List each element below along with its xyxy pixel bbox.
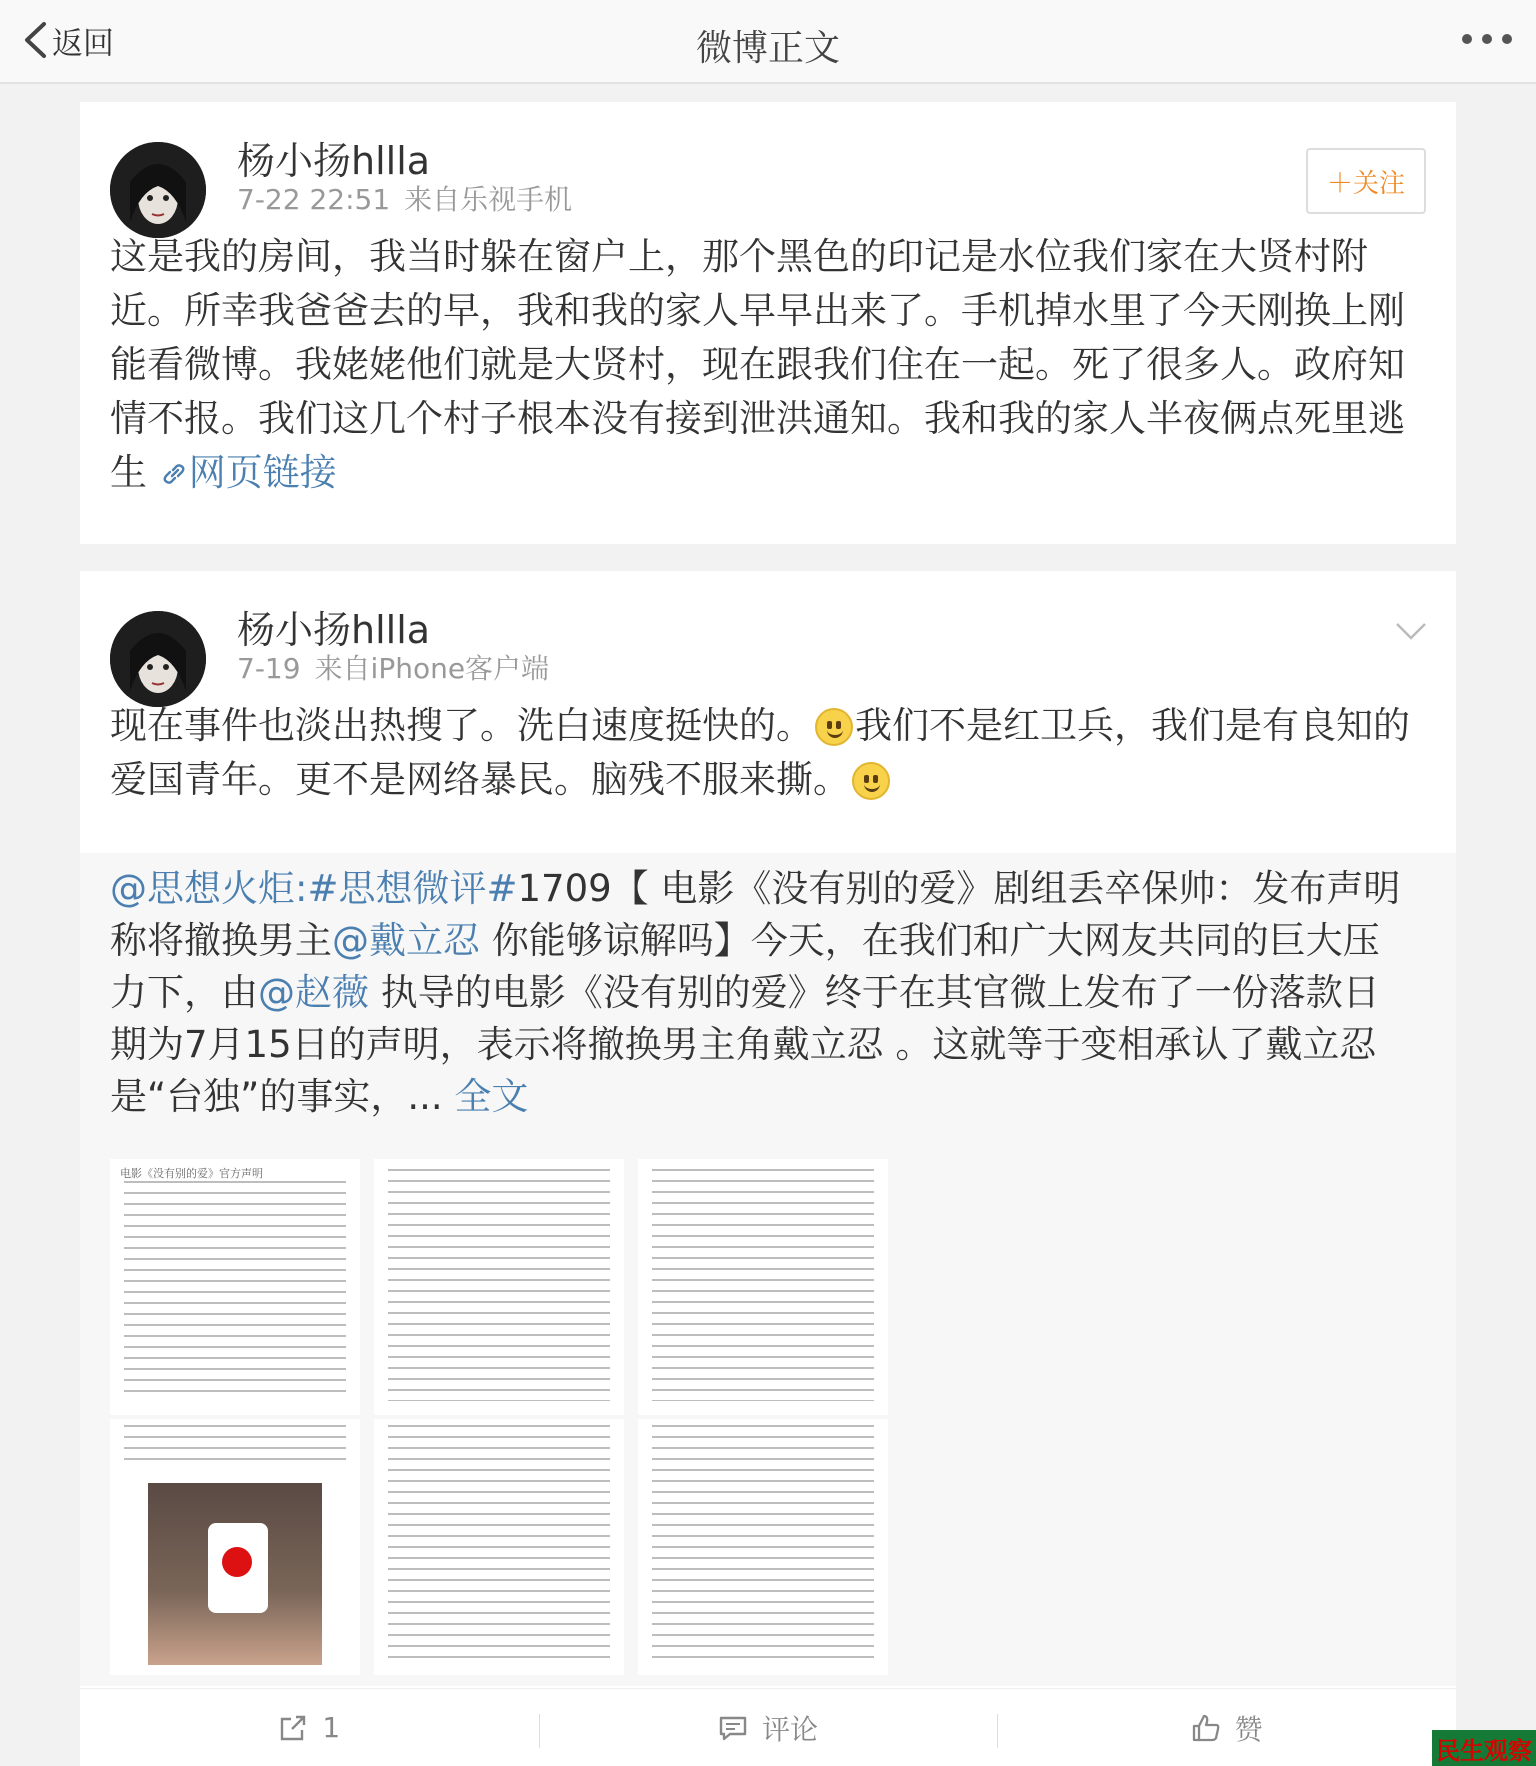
more-icon[interactable] xyxy=(1462,34,1512,44)
post-text: 现在事件也淡出热搜了。洗白速度挺快的。 我们不是红卫兵，我们是有良知的爱国青年。更不是网络暴民。脑残不服来撕。 xyxy=(110,704,1410,801)
watermark: 民生观察 xyxy=(1432,1730,1536,1766)
topic-link[interactable]: :#思想微评# xyxy=(295,867,518,910)
follow-button[interactable]: ＋关注 xyxy=(1306,148,1426,214)
action-bar xyxy=(80,1688,1456,1766)
thumbnail-caption: 电影《没有别的爱》官方声明 xyxy=(120,1167,263,1180)
comment-label: 评论 xyxy=(762,1712,819,1746)
mention-link[interactable]: @赵薇 xyxy=(258,971,369,1014)
thumbnail[interactable] xyxy=(374,1159,624,1415)
thumbnail[interactable] xyxy=(638,1159,888,1415)
post-time: 7-19 xyxy=(237,652,301,685)
post-source: 来自iPhone客户端 xyxy=(314,652,550,685)
full-text-link[interactable]: 全文 xyxy=(454,1075,529,1118)
chevron-down-icon[interactable] xyxy=(1394,619,1428,643)
repost-button[interactable] xyxy=(80,1711,539,1744)
thumbs-up-icon xyxy=(1191,1713,1221,1743)
back-label: 返回 xyxy=(52,25,114,62)
share-icon xyxy=(278,1713,308,1743)
link-icon xyxy=(159,459,189,489)
comment-button[interactable] xyxy=(539,1708,998,1748)
author-name[interactable]: 杨小扬hllla xyxy=(237,608,431,652)
post-text: 这是我的房间，我当时躲在窗户上，那个黑色的印记是水位我们家在大贤村附近。所幸我爸爸去的早，我和我的家人早早出来了。手机掉水里了今天刚换上刚能看微博。我姥姥他们就是大贤村，现在跟我们住在一起。死了很多人。政府知情不报。我们这几个村子根本没有接到泄洪通知。我和我的家人半夜俩点死里逃生 网页链接 xyxy=(110,235,1405,494)
photo xyxy=(148,1483,322,1665)
post-card xyxy=(80,102,1456,544)
repost-count: 1 xyxy=(322,1711,341,1744)
post-meta xyxy=(237,178,572,218)
author-name[interactable]: 杨小扬hllla xyxy=(237,139,431,183)
thumbnail[interactable] xyxy=(638,1419,888,1675)
smile-emoji-icon xyxy=(815,708,853,746)
post-source: 来自乐视手机 xyxy=(404,183,573,216)
nav-bar xyxy=(0,0,1536,84)
post-card xyxy=(80,571,1456,1766)
mention-link[interactable]: @思想火炬 xyxy=(110,867,295,910)
web-link[interactable]: 网页链接 xyxy=(159,451,337,494)
image-grid xyxy=(110,1159,888,1675)
post-time: 7-22 22:51 xyxy=(237,183,391,216)
page-title: 微博正文 xyxy=(695,28,840,69)
thumbnail[interactable] xyxy=(374,1419,624,1675)
reposted-content[interactable] xyxy=(80,853,1456,1686)
avatar[interactable] xyxy=(110,142,206,238)
thumbnail[interactable] xyxy=(110,1159,360,1415)
thumbnail[interactable] xyxy=(110,1419,360,1675)
like-button[interactable] xyxy=(997,1708,1456,1748)
avatar[interactable] xyxy=(110,611,206,707)
mention-link[interactable]: @戴立忍 xyxy=(332,919,480,962)
repost-text: @思想火炬:#思想微评#1709【 电影《没有别的爱》剧组丢卒保帅：发布声明称将撤换男主@戴立忍 你能够谅解吗】今天，在我们和广大网友共同的巨大压力下，由@赵薇 执导的电影《没有别的爱》终于在其官微上发布了一份落款日期为7月15日的声明，表示将撤换男主角戴立忍 。这就等于变相承认了戴立忍是“台独”的事实，... 全文 xyxy=(110,867,1401,1118)
smile-emoji-icon xyxy=(852,762,890,800)
comment-icon xyxy=(718,1713,748,1743)
post-meta xyxy=(237,647,549,687)
like-label: 赞 xyxy=(1234,1712,1263,1746)
